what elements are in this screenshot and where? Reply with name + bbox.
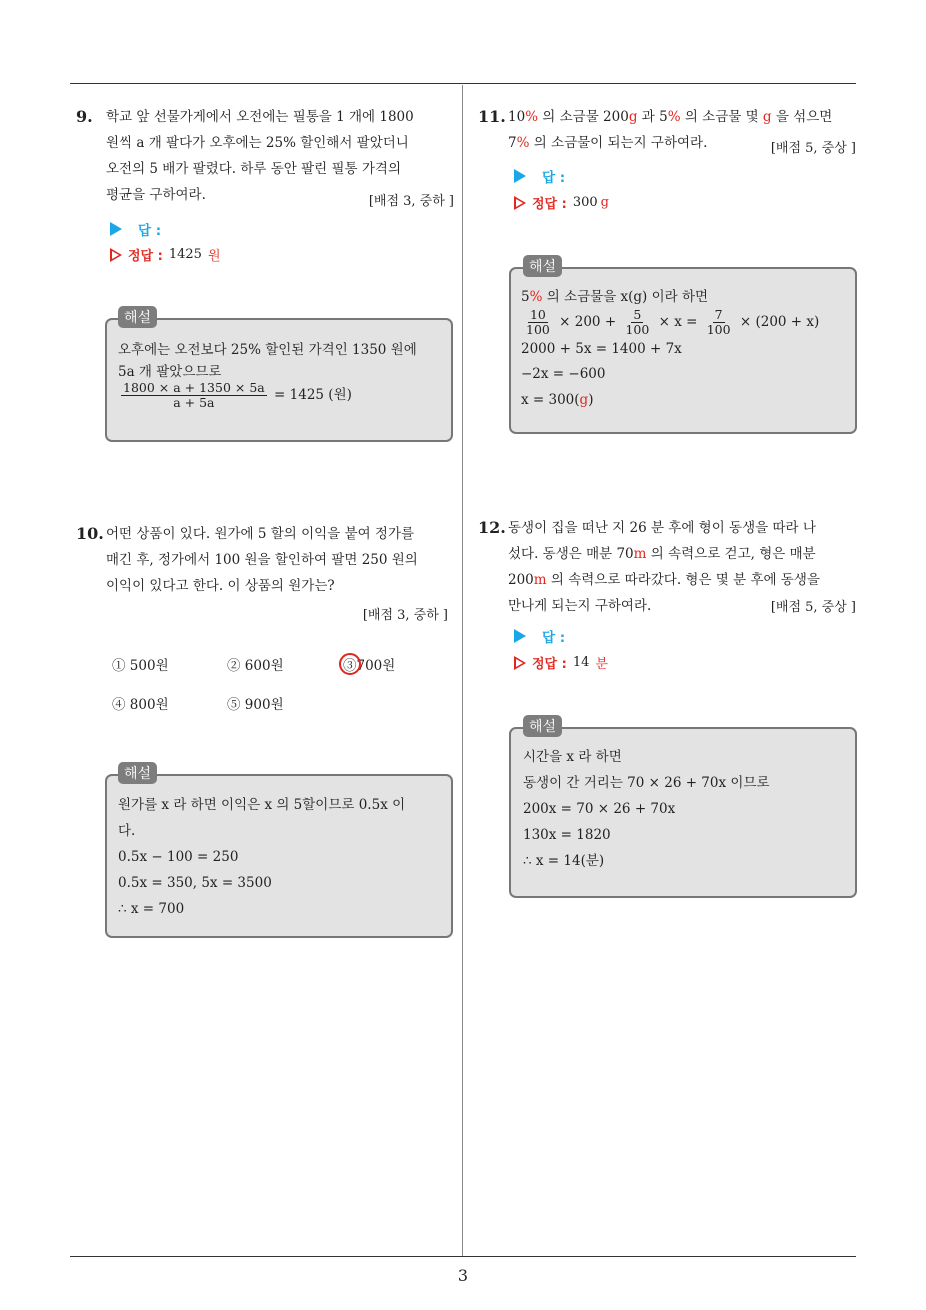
selected-answer-circle-icon <box>339 653 361 675</box>
question-11-correct <box>514 193 609 212</box>
fraction: $\frac{7}{100}$ <box>706 307 731 337</box>
explanation-tag: 해설 <box>523 255 562 277</box>
question-12-explanation <box>523 744 853 874</box>
explanation-line: 동생이 간 거리는 70 × 26 + 70x 이므로 <box>523 775 770 791</box>
explanation-line: 130x = 1820 <box>523 827 611 843</box>
correct-value: 1425 <box>168 247 202 262</box>
correct-value: 14 <box>572 655 590 670</box>
explanation-line: ∴ x = 14(분) <box>523 853 605 869</box>
choice-label: 900원 <box>244 697 284 713</box>
fraction: $\frac{10}{100}$ <box>526 307 550 337</box>
question-11-number: 11. <box>478 107 506 126</box>
triangle-outline-icon <box>514 656 526 670</box>
question-9-answer-line[interactable] <box>110 219 161 239</box>
bottom-rule <box>70 1256 856 1257</box>
top-rule <box>70 83 856 84</box>
play-icon <box>110 222 122 236</box>
question-11-line: 7% 의 소금물이 되는지 구하여라. <box>508 135 708 151</box>
explanation-line: 0.5x = 350, 5x = 3500 <box>118 875 272 891</box>
explanation-line: 시간을 x 라 하면 <box>523 749 622 765</box>
question-12-line: 200m 의 속력으로 따라갔다. 형은 몇 분 후에 동생을 <box>508 572 820 588</box>
question-12-line: 동생이 집을 떠난 지 26 분 후에 형이 동생을 따라 나 <box>508 520 816 536</box>
question-12-line: 섰다. 동생은 매분 70m 의 속력으로 걷고, 형은 매분 <box>508 546 816 562</box>
play-icon <box>514 169 526 183</box>
question-11-line: 10% 의 소금물 200g 과 5% 의 소금물 몇 g 을 섞으면 <box>508 109 833 125</box>
correct-value: 300 <box>572 195 598 210</box>
explanation-equation: $\frac{10}{100}$ × 200 + $\frac{5}{100}$ × x = $\frac{7}{100}$ × (200 + x) <box>526 307 820 337</box>
question-12-correct <box>514 653 608 672</box>
choice-mark: ⑤ <box>227 697 241 713</box>
choice-4[interactable] <box>112 693 169 713</box>
question-10-line: 매긴 후, 정가에서 100 원을 할인하여 팔면 250 원의 <box>106 552 418 568</box>
explanation-line: 2000 + 5x = 1400 + 7x <box>521 341 682 357</box>
question-10-line: 어떤 상품이 있다. 원가에 5 할의 이익을 붙여 정가를 <box>106 526 415 542</box>
correct-unit: 원 <box>207 249 221 264</box>
correct-label: 정답 : <box>532 197 567 212</box>
question-10-number: 10. <box>76 524 104 543</box>
question-12-number: 12. <box>478 518 506 537</box>
explanation-line: 200x = 70 × 26 + 70x <box>523 801 676 817</box>
question-9-line: 평균을 구하여라. <box>106 187 206 203</box>
explanation-tag: 해설 <box>118 306 157 328</box>
question-11-explanation <box>521 286 851 413</box>
fraction: $\frac{5}{100}$ <box>625 307 650 337</box>
question-9-explanation <box>118 337 448 410</box>
explanation-line: −2x = −600 <box>521 366 606 382</box>
choice-label: 800원 <box>129 697 169 713</box>
question-12-answer-line[interactable] <box>514 626 565 646</box>
choice-mark: ② <box>227 658 241 674</box>
choice-2[interactable] <box>227 654 284 674</box>
choice-label: 500원 <box>129 658 169 674</box>
question-12-score: [배점 5, 중상 ] <box>770 600 856 615</box>
question-11-score: [배점 5, 중상 ] <box>770 141 856 156</box>
question-11-answer-line[interactable] <box>514 166 565 186</box>
question-9-score: [배점 3, 중하 ] <box>368 194 454 209</box>
explanation-line: 5% 의 소금물을 x(g) 이라 하면 <box>521 289 709 305</box>
question-10-line: 이익이 있다고 한다. 이 상품의 원가는? <box>106 578 335 594</box>
question-12-line: 만나게 되는지 구하여라. <box>508 598 652 614</box>
correct-unit: g <box>600 195 609 210</box>
triangle-outline-icon <box>110 248 122 262</box>
question-9-line: 오전의 5 배가 팔렸다. 하루 동안 팔린 필통 가격의 <box>106 161 401 177</box>
explanation-line: 5a 개 팔았으므로 <box>118 364 222 380</box>
play-icon <box>514 629 526 643</box>
correct-label: 정답 : <box>532 657 567 672</box>
explanation-line: 0.5x − 100 = 250 <box>118 849 239 865</box>
page-number: 3 <box>457 1266 469 1285</box>
choice-1[interactable] <box>112 654 169 674</box>
explanation-line: 오후에는 오전보다 25% 할인된 가격인 1350 원에 <box>118 342 417 358</box>
column-divider <box>462 85 463 1257</box>
explanation-line: 다. <box>118 823 136 839</box>
choice-5[interactable] <box>227 693 284 713</box>
answer-label: 답 : <box>542 630 566 646</box>
explanation-line: x = 300(g) <box>521 392 594 408</box>
fraction: $\frac{1800 \times a + 1350 \times 5a}{a + 5a}$ <box>123 380 265 410</box>
question-10-score: [배점 3, 중하 ] <box>362 608 448 623</box>
question-9-correct <box>110 245 221 264</box>
question-9-line: 학교 앞 선물가게에서 오전에는 필통을 1 개에 1800 <box>106 109 414 125</box>
correct-unit: 분 <box>595 657 608 672</box>
explanation-line: 원가를 x 라 하면 이익은 x 의 5할이므로 0.5x 이 <box>118 797 406 813</box>
choice-mark: ① <box>112 658 126 674</box>
question-9-line: 원씩 a 개 팔다가 오후에는 25% 할인해서 팔았더니 <box>106 135 409 151</box>
question-10-text <box>106 521 456 599</box>
choice-mark: ④ <box>112 697 126 713</box>
triangle-outline-icon <box>514 196 526 210</box>
explanation-tag: 해설 <box>523 715 562 737</box>
explanation-equation <box>118 381 448 410</box>
answer-label: 답 : <box>138 223 162 239</box>
answer-label: 답 : <box>542 170 566 186</box>
equation-result: = 1425 (원) <box>274 387 352 403</box>
explanation-line: ∴ x = 700 <box>118 901 185 917</box>
question-9-number: 9. <box>76 107 93 126</box>
choice-label: 700원 <box>356 658 396 674</box>
correct-label: 정답 : <box>128 249 163 264</box>
explanation-tag: 해설 <box>118 762 157 784</box>
choice-label: 600원 <box>244 658 284 674</box>
question-10-explanation <box>118 792 448 922</box>
choice-mark: ③ <box>343 658 357 674</box>
